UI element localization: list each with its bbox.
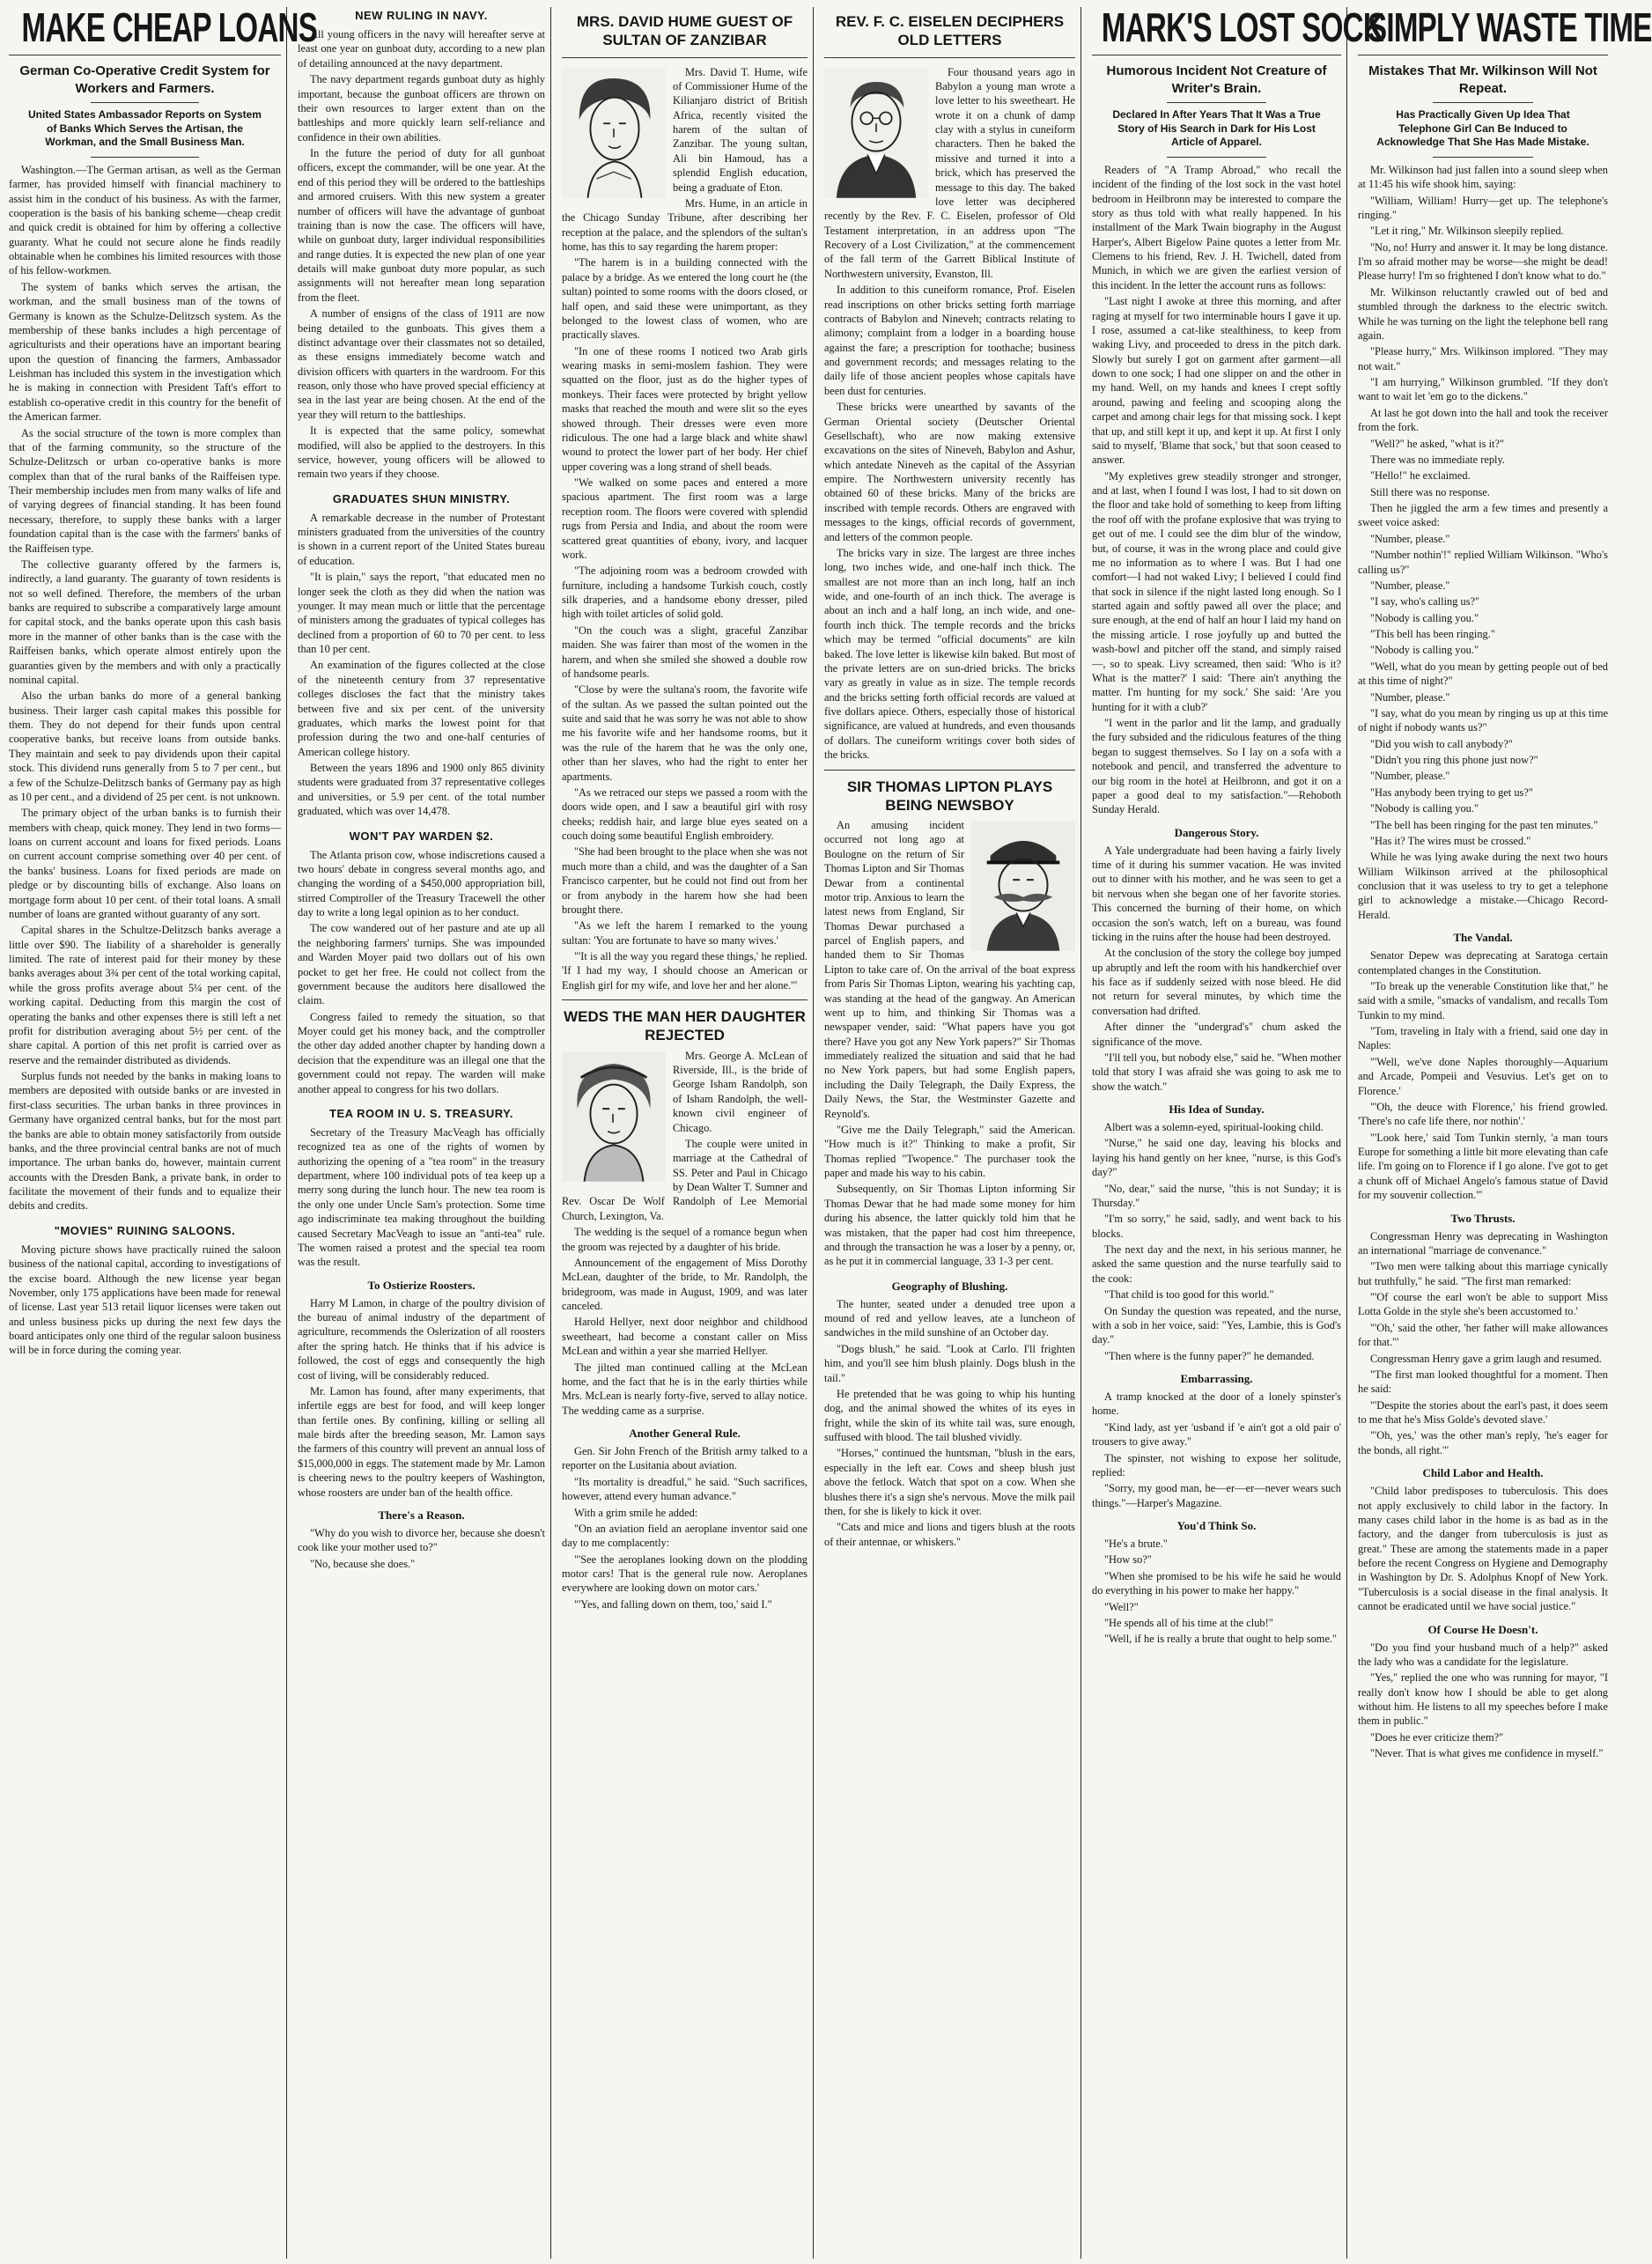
paragraph: "I went in the parlor and lit the lamp, and gradually the fury subsided and the ridiculous features of the thing began to suggest themselves. So I lay on a sofa with a notebook and pencil, and transferred the adventure to our big room in the hotel at Heilbronn, and got it on a paper a good deal to my satisfaction."—Rehoboth Sunday Herald. [1092,717,1341,816]
portrait-eiselen [824,67,928,199]
paragraph: Announcement of the engagement of Miss Dorothy McLean, daughter of the bride, to Mr. Randolph, the bridegroom, was made in August, 1909, and was later canceled. [562,1256,808,1312]
paragraph: The collective guaranty offered by the farmers is, indirectly, a land guaranty. The guaranty of town residents is not so well defined. Therefore, the members of the urban banks are required to subscribe a comparatively large amount for capital stock, and the banks operate upon this cash basis more in the manner of other banks than is the case with the Raiffeisen banks, which operate almost entirely upon the guaranties given by the members and with only a practically nominal capital. [9,557,281,686]
paragraph: "That child is too good for this world." [1104,1288,1274,1302]
paragraph: "The first man looked thoughtful for a moment. Then he said: [1358,1368,1608,1396]
man-yachting-cap-portrait-icon [971,820,1075,952]
paragraph: "This bell has been ringing." [1370,628,1495,641]
paragraph: Between the years 1896 and 1900 only 865 divinity students were graduated from 37 representative colleges and universities, or 5.9 per cent. of the total number graduated, which was over 14,478. [298,762,545,818]
paragraph: "Kind lady, ast yer 'usband if 'e ain't got a old pair o' trousers to give away." [1092,1420,1341,1449]
paragraph: Washington.—The German artisan, as well as the German farmer, has provided himself with financial machinery to assist him in the conduct of his business. As with the farmer, cooperation is the basis of his banking scheme—cheap credit and quick credit is obtained for him by offering a collective guaranty. What he could not secure alone he finds readily obtainable when he combines his limited resources with those of his fellow-workmen. [9,163,281,277]
paragraph: It is expected that the same policy, somewhat modified, will also be applied to the destroyers. In this service, however, young officers will be allowed to remain two years if they choose. [298,424,545,481]
divider [824,57,1075,58]
paragraph: "Child labor predisposes to tuberculosis. This does not apply exclusively to child labor in the factory. In many cases child labor in the home is as bad as in the factory, and the danger from tuberculosis is just as great." These are among the statements made in a paper before the recent Congress on Hygiene and Demography in Washington by Dr. S. Adolphus Knopf of New York. "Tuberculosis is a social disease in the final analysis. It cannot be eradicated until we have social justice." [1358,1485,1608,1613]
divider [562,57,808,58]
paragraph: Gen. Sir John French of the British army talked to a reporter on the Lusitania about aviation. [562,1445,808,1472]
paragraph: "We walked on some paces and entered a more spacious apartment. The first room was a large reception room. The floors were covered with splendid rugs from Persia and India, and about the room were scattered great quantities of ebony, ivory, and lacquer work. [562,476,808,561]
paragraph: The system of banks which serves the artisan, the workman, and the small business man of the towns of Germany is known as the Schulze-Delitzsch system. As the membership of these banks includes a high percentage of agriculturists and their operations have an important bearing upon the question of financing the farmers, Ambassador Leishman has included this system in the investigation which he is making in connection with President Taft's effort to establish co-operative credit in this country for the benefit of the American farmer. [9,280,281,424]
paragraph: Congressman Henry gave a grim laugh and resumed. [1370,1352,1602,1365]
paragraph: "Nurse," he said one day, leaving his blocks and laying his hand gently on her knee, "nurse, is this God's day?" [1092,1137,1341,1179]
paragraph: "Close by were the sultana's room, the favorite wife of the sultan. As we passed the sultan pointed out the suite and said that he was sorry he was not able to show me his favorite wife and her handsome rooms, but it was the rule of the harem that he was the only one, other than her slaves, who had the right to enter her apartments. [562,683,808,783]
paragraph: "Two men were talking about this marriage cynically but truthfully," he said. "The first man remarked: [1358,1260,1608,1287]
paragraph: "I say, what do you mean by ringing us up at this time of night if nobody wants us?" [1358,706,1608,734]
paragraph: With a grim smile he added: [574,1506,698,1519]
subhead-think-so: You'd Think So. [1176,1519,1257,1533]
paragraph: "'Oh,' said the other, 'her father will make allowances for that.'" [1358,1321,1608,1349]
paragraph: "Well?" he asked, "what is it?" [1370,437,1505,450]
woman-portrait-icon [562,67,666,199]
subhead-blushing: Geography of Blushing. [891,1279,1008,1293]
paragraph: The spinster, not wishing to expose her solitude, replied: [1092,1451,1341,1479]
divider [91,157,200,158]
headline-hume-zanzibar: MRS. DAVID HUME GUEST OF SULTAN OF ZANZIBAR [576,13,793,49]
subhead-reason: There's a Reason. [378,1508,465,1522]
paragraph: "Yes," replied the one who was running for mayor, "I really don't know how I should be able to get along without him. He listens to all my speeches before I make them in public." [1358,1671,1608,1728]
paragraph: "Did you wish to call anybody?" [1370,737,1513,750]
headline-waste-time: SIMPLY WASTE TIME [1367,4,1652,50]
paragraph: Moving picture shows have practically ruined the saloon business of the national capital, according to investigations of the excise board. Although the new license year began November, only 175 applications have been made for renewal of license. Last year 513 retail liquor licenses were taken out and unless business picks up during the next few days the board anticipates only one third of the regular saloon business will be in force during the coming year. [9,1243,281,1357]
paragraph: Mr. Wilkinson reluctantly crawled out of bed and stumbled through the darkness to the electric switch. While he was turning on the light the telephone bell rang again. [1358,285,1608,342]
column-5 [1090,4,1384,2259]
subhead-roosters: To Ostierize Roosters. [367,1278,476,1292]
paragraph: "The harem is in a building connected with the palace by a bridge. As we entered the long court he (the sultan) pointed to some rooms with the doors closed, or half open, and said these were unimportant, as they belonged to the lowest class of women, who are practically slaves. [562,256,808,342]
paragraph: As the social structure of the town is more complex than that of the farming community, so the structure of the Schulze-Delitzsch or urban co-operative banks is more complex than that of the rural banks of the Raiffeisen type. Their membership includes men from many walks of life and of varying degrees of financial standing. It has been found necessary, therefore, to supply these banks with a larger foundation capital than is the case with the farmers' banks of the Raiffeisen type. [9,426,281,555]
article-body [9,163,281,1213]
paragraph: "Then where is the funny paper?" he demanded. [1104,1349,1315,1362]
paragraph: On Sunday the question was repeated, and the nurse, with a sob in her voice, said: "Yes, Lambie, this is God's day." [1092,1304,1341,1346]
subdeck-true-story: Declared In After Years That It Was a True Story of His Search in Dark for His Lost Article of Apparel. [1112,108,1321,149]
column-1 [7,4,318,2259]
paragraph: Subsequently, on Sir Thomas Lipton informing Sir Thomas Dewar that he had made some money for him during his absence, the latter quickly told him that he was mistaken, that the paper had cost him threepence, and through the transaction he was a loser by a penny, or, as he put it in commercial language, 33 1-3 per cent. [824,1183,1075,1268]
column-3 [560,7,814,2259]
paragraph: An amusing incident occurred not long ago at Boulogne on the return of Sir Thomas Lipton and Sir Thomas Dewar from a continental motor trip. Anxious to learn the latest news from England, Sir Thomas Dewar purchased a parcel of English papers, and handed them to Sir Thomas Lipton to take care of. On the arrival of the boat express from Paris Sir Thomas Lipton, wearing his yachting cap, was standing at the head of the gangway. An American went up to him, and thinking Sir Thomas was a newspaper vender, said: "What papers have you got there? Have you got any New York papers?" Sir Thomas immediately realized the situation and said that he had no New York papers, but had some English papers, including the Daily Telegraph, the Daily Express, the Daily News, the Star, the Westminster Gazette and Reynold's. [824,819,1075,1120]
paragraph: "'It is all the way you regard these things,' he replied. 'If I had my way, I should choose an American or English girl for my wife, and love her and her alone.'" [562,950,808,992]
paragraph: "It is plain," says the report, "that educated men no longer seek the cloth as they did when the nation was younger. It may mean much or little that the percentage of ministers among the graduates of typical colleges has declined from a proportion of 60 to 70 per cent. to less than 10 per cent. [298,571,545,655]
paragraph: The wedding is the sequel of a romance begun when the groom was rejected by a daughter of his bride. [562,1226,808,1253]
subhead-warden: WON'T PAY WARDEN $2. [349,829,494,843]
subhead-of-course: Of Course He Doesn't. [1427,1622,1538,1636]
paragraph: "The adjoining room was a bedroom crowded with furniture, including a handsome Turkish couch, costly silk draperies, and a handsome ebony dresser, piled high with toilet articles of solid gold. [562,564,808,621]
paragraph: "'Despite the stories about the earl's past, it does seem to me that he's Miss Golde's devoted slave.' [1358,1398,1608,1427]
paragraph: Four thousand years ago in Babylon a young man wrote a love letter to his sweetheart. He wrote it on a chunk of damp clay with a stylus in cuneiform characters. Then he baked the missive and turned it into a brick, which has preserved the message to this day. The baked love letter was deciphered recently by the Rev. F. C. Eiselen, professor of Old Testament interpretation, in an address upon "The Recovery of a Lost Civilization," at the commencement of the fall term of the Garrett Biblical Institute of Northwestern university, Evanston, Ill. [824,65,1075,280]
paragraph: "Number, please." [1370,579,1450,592]
paragraph: "William, William! Hurry—get up. The telephone's ringing." [1358,194,1608,221]
paragraph: "Does he ever criticize them?" [1370,1730,1504,1744]
subhead-movies-saloons: "MOVIES" RUINING SALOONS. [54,1223,236,1237]
paragraph: "Number, please." [1370,770,1450,783]
paragraph: A tramp knocked at the door of a lonely spinster's home. [1092,1390,1341,1418]
paragraph: A remarkable decrease in the number of Protestant ministers graduated from the universities of the country is shown in a current report of the United States bureau of education. [298,511,545,567]
paragraph: "As we left the harem I remarked to the young sultan: 'You are fortunate to have so many wives.' [562,919,808,947]
paragraph: The jilted man continued calling at the McLean home, and the fact that he is in the early thirties while Mrs. McLean is nearly forty-five, served to allay notice. The wedding came as a surprise. [562,1361,808,1417]
paragraph: Senator Depew was deprecating at Saratoga certain contemplated changes in the Constitution. [1358,949,1608,977]
paragraph: At the conclusion of the story the college boy jumped up abruptly and left the room with his handkerchief over his face as if suddenly seized with nose bleed. He did not return for several minutes, by which time the conversation had drifted. [1092,947,1341,1017]
paragraph: "On the couch was a slight, graceful Zanzibar maiden. She was fairer than most of the women in the harem, and when she smiled she showed a double row of handsome pearls. [562,623,808,680]
paragraph: "I say, who's calling us?" [1370,595,1480,608]
divider [1167,157,1266,158]
column-4 [822,7,1081,2259]
paragraph: "Hello!" he exclaimed. [1370,469,1471,483]
paragraph: The bricks vary in size. The largest are three inches long, two inches wide, and one-half inch thick. The smallest are not more than an inch long, half an inch wide, and one-fourth of an inch thick. The average is about an inch and a half long, an inch wide, and one-fourth inch thick. The temple records and the bricks which may be termed "official documents" are kiln baked. The love letter is likewise kiln baked. But most of the private letters are on sun-dried bricks. The bricks vary as greatly in value as in size. The temple records and the bricks setting forth official records are valued at five dollars apiece. Others, especially those of historical significance, are valued at hundreds, and even thousands of dollars. The cuneiform writings cover both sides of the bricks. [824,546,1075,762]
paragraph: In addition to this cuneiform romance, Prof. Eiselen read inscriptions on other bricks setting forth marriage contracts of Babylon and Nineveh; contracts relating to alimony; complaint from a lodger in a boarding house against the fare; a prescription for toothache; business and government records; and messages relating to the daily life of those ancient peoples whose capitals have been dust for centuries. [824,284,1075,397]
subhead-child-labor: Child Labor and Health. [1422,1466,1544,1480]
paragraph: "Number, please." [1370,690,1450,704]
subhead-two-thrusts: Two Thrusts. [1450,1211,1516,1225]
paragraph: "Has it? The wires must be crossed." [1370,834,1531,847]
subhead-embarrassing: Embarrassing. [1180,1372,1253,1386]
paragraph: "Tom, traveling in Italy with a friend, said one day in Naples: [1358,1025,1608,1052]
subhead-ministry: GRADUATES SHUN MINISTRY. [332,491,511,505]
paragraph: He pretended that he was going to whip his hunting dog, and the animal showed the whites of its eyes in fright, while the skin of its white tail was, sure enough, suffused with blood. The tail blushed vividly. [824,1387,1075,1443]
paragraph: Mrs. David T. Hume, wife of Commissioner Hume of the Kilianjaro district of British Africa, recently visited the harem of the sultan of Zanzibar. The young sultan, Ali bin Hamoud, has a splendid English education, being a graduate of Eton. [673,65,808,194]
paragraph: An examination of the figures collected at the close of the nineteenth century from 37 representative colleges discloses the fact that the ministry takes between five and six per cent. of the university graduates, which marks the lowest point for that profession during the two and one-half centuries of American college history. [298,659,545,758]
paragraph: "Number nothin'!" replied William Wilkinson. "Who's calling us?" [1358,549,1608,576]
paragraph: "'Of course the earl won't be able to support Miss Lotta Golde in the style she's been accustomed to.' [1358,1291,1608,1318]
woman-portrait-icon [562,1051,666,1183]
headline-weds-man: WEDS THE MAN HER DAUGHTER REJECTED [564,1008,806,1044]
paragraph: "Last night I awoke at three this morning, and after raging at myself for two interminable hours I gave it up. I rose, assumed a cat-like stealthiness, to keep from waking Livy, and proceeded to dress in the pitch dark. Slowly but surely I got on garment after garment—all down to one sock; I had one slipper on and the other in my hand. Well, on my hands and knees I crept softly around, pawing and feeling and scooping along the carpet and among chair legs for that missing sock. I kept that up, and still kept it up, and kept it up. At first I only said to myself, 'Blame that sock,' but that soon ceased to answer. [1092,295,1341,467]
paragraph: Still there was no response. [1370,485,1490,498]
paragraph: Mrs. George A. McLean of Riverside, Ill., is the bride of George Isham Randolph, son of Isham Randolph, the well-known civil engineer of Chicago. [673,1049,808,1134]
paragraph: The cow wandered out of her pasture and ate up all the neighboring farmers' turnips. She was impounded and Warden Moyer paid two dollars out of his own pocket to get her free. He could not collect from the government because the auditors here disallowed the claim. [298,922,545,1007]
paragraph: Surplus funds not needed by the banks in making loans to members are deposited with outside banks or are invested in first-class securities. The urban banks in three provinces in Germany have organized central banks, but for the most part the banks are able to obtain money satisfactorily from outside banks, and the three provincial central banks are not of much importance. The urban banks do, however, maintain current accounts with the Dresden Bank, a private bank, in order to facilitate the movement of their funds and to equalize their debits and credits. [9,1070,281,1213]
paragraph: Then he jiggled the arm a few times and presently a sweet voice asked: [1358,502,1608,529]
paragraph: While he was lying awake during the next two hours William Wilkinson arrived at the philosophical conclusion that it was useless to try to get a telephone girl to acknowledge a mistake.—Chicago Record-Herald. [1358,851,1608,921]
paragraph: Mr. Wilkinson had just fallen into a sound sleep when at 11:45 his wife shook him, saying: [1358,163,1608,191]
paragraph: The next day and the next, in his serious manner, he asked the same question and the nurse tearfully said to the cook: [1092,1243,1341,1285]
paragraph: "Give me the Daily Telegraph," said the American. "How much is it?" Thinking to make a profit, Sir Thomas replied "Twopence." The purchaser took the paper and made his way to his cabin. [824,1123,1075,1179]
paragraph: "Nobody is calling you." [1370,802,1479,815]
headline-lost-sock: MARK'S LOST SOCK [1101,4,1384,50]
paragraph: "Has anybody been trying to get us?" [1370,785,1533,799]
paragraph: Capital shares in the Schultze-Delitzsch banks average a little over $90. The liability of a shareholder is generally limited. The rate of interest paid for their money by these banks averages about 3¾ per cent of the total working capital, while the gross profits average about 5¼ per cent. of the working capital. Deducting from this margin the cost of operating the banks and other expenses there is still left a net profit for distribution averaging about 5½ per cent. of the share capital. A portion of this net profit is carried over as reserve and the remainder distributed as dividends. [9,924,281,1066]
paragraph: "The bell has been ringing for the past ten minutes." [1370,818,1598,831]
divider [91,102,200,103]
paragraph: "No, no! Hurry and answer it. It may be long distance. I'm so afraid mother may be worse—she might be dead! Please hurry! I'm so frightened I don't know what to do." [1358,240,1608,283]
paragraph: Readers of "A Tramp Abroad," who recall the incident of the finding of the lost sock in the vast hotel bedroom in Heilbronn may be interested to compare the story as thus told with what really happened. In his installment of the Mark Twain biography in the August Harper's, Albert Bigelow Paine quotes a letter from Mr. Clemens to his friend, Rev. J. H. Twichell, dated from Munich, in which we are given the earliest version of this incident. In the letter the account runs as follows: [1092,163,1341,291]
paragraph: "Sorry, my good man, he—er—er—never wears such things."—Harper's Magazine. [1092,1482,1341,1509]
subhead-dangerous-story: Dangerous Story. [1174,825,1259,839]
paragraph: "Let it ring," Mr. Wilkinson sleepily replied. [1370,225,1564,238]
divider [1167,102,1266,103]
paragraph: The Atlanta prison cow, whose indiscretions caused a two hours' debate in congress several months ago, and changing the wording of a $450,000 appropriation bill, stirred Comptroller of the Treasury Tracewell the other day to write a long legal opinion as to her conduct. [298,848,545,918]
paragraph: "Well, if he is really a brute that ought to help some." [1104,1633,1338,1646]
paragraph: The hunter, seated under a denuded tree upon a mound of red and yellow leaves, ate a luncheon of sandwiches in the mild sunshine of an October day. [824,1297,1075,1339]
subhead-general-rule: Another General Rule. [629,1427,741,1440]
paragraph: "Nobody is calling you." [1370,611,1479,624]
paragraph: A number of ensigns of the class of 1911 are now being detailed to the gunboats. This gives them a distinct advantage over their classmates not so detailed, as these ensigns immediately become watch and division officers with quarters in the wardroom. For this reason, only those who have proved special efficiency at sea in the last year are being chosen. At the end of the year they will return to the battleships. [298,307,545,421]
paragraph: "'Oh, the deuce with Florence,' his friend growled. 'There's no cafe life there, nor nothin'.' [1358,1100,1608,1128]
subdeck-ambassador: United States Ambassador Reports on System of Banks Which Serves the Artisan, the Workman, and the Small Business Man. [28,108,262,149]
paragraph: "Horses," continued the huntsman, "blush in the ears, especially in the left ear. Cows and sheep blush just above the fetlock. Watch that spot on a cow. When she blushes there it's a sign she's nervous. Move the milk pail then, for she is likely to kick it over. [824,1447,1075,1517]
paragraph: Congressman Henry was deprecating in Washington an international "marriage de convenance." [1358,1229,1608,1257]
portrait-mrs-hume [562,67,666,199]
divider [1433,157,1533,158]
paragraph: Mr. Lamon has found, after many experiments, that infertile eggs are best for food, and will keep longer than fertile ones. By confining, killing or selling all male birds after the breeding season, Mr. Lamon says the farmers of this country will prevent an annual loss of $15,000,000 in eggs. The statement made by Mr. Lamon is cheering news to the poultry keepers of Washington, whose roosters are under ban of the health office. [298,1384,545,1499]
paragraph: "Well, what do you mean by getting people out of bed at this time of night?" [1358,660,1608,688]
subhead-navy: NEW RULING IN NAVY. [355,9,488,22]
paragraph: Also the urban banks do more of a general banking business. Their larger cash capital makes this possible for them. They do not depend for their funds upon central cooperative banks, but receive loans from outside banks. They maintain and seek to pay dividends upon their capital stock. This dividend runs generally from 5 to 7 per cent., but a few of the Schulze-Delitzsch banks of Germany pay as high as 10 per cent., and a dividend of 25 per cent. is not unknown. [9,690,281,803]
paragraph: "'Well, we've done Naples thoroughly—Aquarium and Arcade, Pompeii and Vesuvius. Let's get on to Florence.' [1358,1055,1608,1097]
portrait-lipton [971,820,1075,952]
paragraph: In the future the period of duty for all gunboat officers, except the commander, will be one year. At the end of this period they will be ordered to the battleships and armored cruisers. With this new system a greater number of officers will have the advantage of gunboat training than is now the case. The officers will have, while on gunboat duty, larger individual responsibilities and range duties. It is expected the new plan of one year details will make gunboat duty more popular, as such assignments will not hereafter mean long separation from the fleet. [298,147,545,304]
paragraph: "How so?" [1104,1553,1152,1567]
paragraph: "'Oh, yes,' was the other man's reply, 'he's eager for the bonds, all right.'" [1358,1429,1608,1456]
paragraph: "When she promised to be his wife he said he would do everything in his power to make her happy." [1092,1569,1341,1597]
paragraph: "No, dear," said the nurse, "this is not Sunday; it is Thursday." [1092,1182,1341,1209]
paragraph: "Why do you wish to divorce her, because she doesn't cook like your mother used to?" [298,1526,545,1554]
paragraph: "Please hurry," Mrs. Wilkinson implored. "They may not wait." [1358,345,1608,372]
paragraph: Mrs. Hume, in an article in the Chicago Sunday Tribune, after describing her reception at the palace, and the splendors of the sultan's home, has this to say regarding the harem proper: [562,196,808,253]
deck-humorous-incident: Humorous Incident Not Creature of Writer's Brain. [1106,63,1327,96]
subdeck-telephone: Has Practically Given Up Idea That Telephone Girl Can Be Induced to Acknowledge That She Has Made Mistake. [1376,108,1589,149]
paragraph: "He spends all of his time at the club!" [1104,1616,1273,1629]
deck-credit-system: German Co-Operative Credit System for Workers and Farmers. [19,63,270,96]
paragraph: All young officers in the navy will hereafter serve at least one year on gunboat duty, according to a new plan of detailing announced at the navy department. [298,28,545,70]
paragraph: The navy department regards gunboat duty as highly important, because the gunboat officers are thrown on their own resources to larger extent than on the battleships and more quickly learn self-reliance and confidence in their own abilities. [298,73,545,144]
paragraph: "Dogs blush," he said. "Look at Carlo. I'll frighten him, and you'll see him blush plainly. Dogs blush in the tail." [824,1342,1075,1384]
paragraph: "In one of these rooms I noticed two Arab girls wearing masks in semi-moslem fashion. They were squatted on the floor, just as do the higher types of monkeys. Their faces were protected by bright yellow masks that reached the mouth and were slit so the eyes showed through. Their dresses were even more ridiculous. The one had a large black and white shawl wound to protect the lower part of her body. Her chief upper covering was a long strand of shell beads. [562,344,808,473]
paragraph: "He's a brute." [1104,1538,1168,1551]
paragraph: "On an aviation field an aeroplane inventor said one day to me complacently: [562,1522,808,1550]
headline-make-cheap-loans: MAKE CHEAP LOANS [21,4,318,50]
paragraph: Congress failed to remedy the situation, so that Moyer could get his money back, and the comptroller the other day added another chapter by handing down a decision that the expenditure was an illegal one that the government could not repay. The warden will make another appeal to congress for his two dollars. [298,1010,545,1095]
paragraph: "Well?" [1104,1600,1139,1613]
divider [824,770,1075,771]
paragraph: "'Look here,' said Tom Tunkin sternly, 'a man tours Europe for something a little bit more elevating than cafe life. I'm going on to Florence if I go alone. I've got to get a chunk off of Michael Angelo's famous statue of David for my souvenir collection.'" [1358,1131,1608,1202]
paragraph: "I'll tell you, but nobody else," said he. "When mother told that story I was afraid she was going to ask me to show the watch." [1092,1051,1341,1093]
paragraph: "No, because she does." [310,1557,416,1570]
paragraph: The primary object of the urban banks is to furnish their members with cheap, quick money. They lend in two forms—loans on current account and loans for fixed periods. Loans on current account comprise something over 40 per cent. of the banks' business. Loans for fixed periods are made on pledge or by discounting bills of exchange. Also loans on mortgage form about 10 per cent. of their total loans. A small number of loans are granted without guaranty of any sort. [9,807,281,920]
paragraph: "I am hurrying," Wilkinson grumbled. "If they don't want to wait let 'em go to the dickens." [1358,376,1608,403]
paragraph: Secretary of the Treasury MacVeagh has officially recognized tea as one of the rights of women by authorizing the opening of a "tea room" in the treasury department, where 100 individual pots of tea keep up a merry song during the lunch hour. The new tea room is the only one under Uncle Sam's protection. Some time ago indiscriminate tea making throughout the building caused Secretary MacVeagh to issue an "anti-tea" rule. The women raised a protest and the special tea room was the result. [298,1125,545,1269]
column-2 [296,7,551,2259]
paragraph: "My expletives grew steadily stronger and stronger, and at last, when I found I was lost, I had to sit down on the floor and take hold of something to keep from lifting the roof off with the profane explosive that was trying to get out of me. I could see the dim blur of the window, but, of course, it was in the wrong place and could give me no information as to where I was. But I had one comfort—I had not waked Livy; I believed I could find that sock in silence if the night lasted long enough. So I started again and softly pawed all over the place; and sure enough, at the end of half an hour I laid my hand on the missing article. I rose joyfully up and butted the wash-bowl and pitcher off the stand, and simply raised —, so to speak. Livy screamed, then said: 'Who is it? What is the matter?' I said: 'There ain't anything the matter. I'm hunting for my sock.' She said: 'Are you hunting for it with a club?' [1092,469,1341,713]
paragraph: "Its mortality is dreadful," he said. "Such sacrifices, however, attend every human advance." [562,1475,808,1503]
article-body [1358,163,1608,922]
column-6 [1356,4,1652,2259]
paragraph: "I'm so sorry," he said, sadly, and went back to his blocks. [1092,1213,1341,1240]
divider [1433,102,1533,103]
paragraph: The couple were united in marriage at the Cathedral of SS. Peter and Paul in Chicago by Dean Walter T. Sumner and Rev. Oscar De Wolf Randolph of Lee Memorial Church, Lexington, Va. [562,1137,808,1222]
paragraph: A Yale undergraduate had been having a fairly lively time of it during his summer vacation. He was invited out to dinner with his mother, and he was seen to get a bit nervous when she began one of her favorite stories. This concerned the burning of their home, on which occasion the son's watch, left on a bureau, was found ticking in the ruins after the house had been destroyed. [1092,844,1341,943]
paragraph: After dinner the "undergrad's" chum asked the significance of the move. [1092,1021,1341,1048]
paragraph: "Nobody is calling you." [1370,644,1479,657]
headline-eiselen: REV. F. C. EISELEN DECIPHERS OLD LETTERS [835,13,1065,49]
paragraph: There was no immediate reply. [1370,453,1505,466]
paragraph: Albert was a solemn-eyed, spiritual-looking child. [1104,1121,1324,1134]
paragraph: "Didn't you ring this phone just now?" [1370,754,1538,767]
paragraph: "Do you find your husband much of a help?" asked the lady who was a candidate for the legislature. [1358,1641,1608,1668]
paragraph: "Never. That is what gives me confidence in myself." [1370,1747,1604,1760]
paragraph: Harold Hellyer, next door neighbor and childhood sweetheart, had become a constant caller on Miss McLean and within a year she married Hellyer. [562,1316,808,1358]
subhead-sunday: His Idea of Sunday. [1169,1103,1265,1117]
paragraph: These bricks were unearthed by savants of the German Oriental society (Deutscher Oriental Gesellschaft), who are now making extensive excavations on the sites of Nineveh, Babylon and Ashur, which antedate Nineveh as the capital of the Assyrian empire. The Northwestern university recently has obtained 60 of these bricks. Many of the bricks are inscribed with temple records. Others are engraved with messages to the kings, official records of government, and letters of the common people. [824,401,1075,543]
subhead-tea-room: TEA ROOM IN U. S. TREASURY. [329,1106,513,1120]
headline-lipton: SIR THOMAS LIPTON PLAYS BEING NEWSBOY [846,778,1053,814]
divider [562,999,808,1000]
paragraph: Harry M Lamon, in charge of the poultry division of the bureau of animal industry of the department of agriculture, recommends the Oslerization of all roosters after the spring hatch. He thinks that if his advice is followed, the cost of eggs and consequently the high cost of living, will be considerably reduced. [298,1296,545,1382]
deck-wilkinson: Mistakes That Mr. Wilkinson Will Not Repeat. [1368,63,1597,96]
portrait-mrs-mclean [562,1051,666,1183]
subhead-vandal: The Vandal. [1453,931,1513,945]
paragraph: "Cats and mice and lions and tigers blush at the roots of their antennae, or whiskers." [824,1521,1075,1548]
paragraph: "To break up the venerable Constitution like that," he said with a smile, "smacks of vandalism, and recalls Tom Tunkin to my mind. [1358,979,1608,1021]
paragraph: "As we retraced our steps we passed a room with the doors wide open, and I saw a beautiful girl with rosy cheeks; reddish hair, and large blue eyes seated on a couch doing some beautiful English embroidery. [562,785,808,842]
paragraph: "'Yes, and falling down on them, too,' said I." [574,1597,772,1611]
man-portrait-icon [824,67,928,199]
paragraph: "She had been brought to the place when she was not much more than a child, and was the daughter of a San Francisco carpenter, but he could not find out from her or from anybody in the harem how she had been brought there. [562,845,808,916]
paragraph: At last he got down into the hall and took the receiver from the fork. [1358,406,1608,434]
paragraph: "Number, please." [1370,532,1450,545]
paragraph: "'See the aeroplanes looking down on the plodding motor cars! That is the general rule now. Aeroplanes everywhere are looking down on motor cars.' [562,1552,808,1595]
